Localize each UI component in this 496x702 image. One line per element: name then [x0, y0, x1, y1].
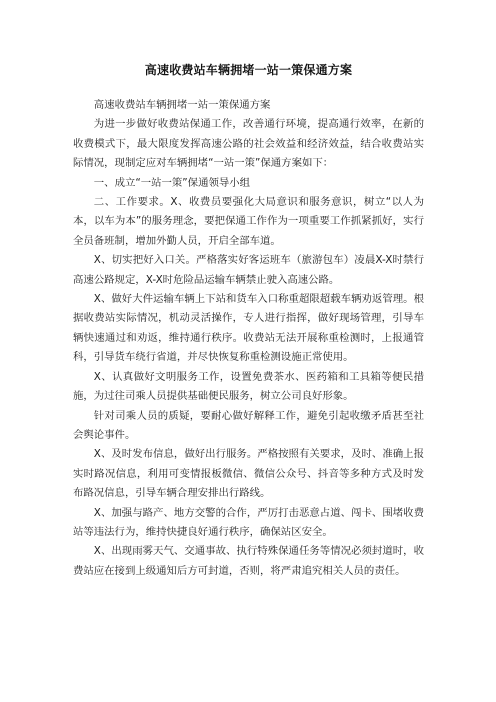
- paragraph-entrance-control: X、切实把好入口关。严格落实好客运班车（旅游包车）凌晨X-X时禁行高速公路规定，X-X时危险品运输车辆禁止驶入高速公路。: [73, 254, 424, 286]
- section-heading-leading-group: 一、成立“一站一策”保通领导小组: [93, 176, 251, 189]
- paragraph-police-cooperation: X、加强与路产、地方交警的合作，严厉打击恶意占道、闯卡、围堵收费站等违法行为，维持快捷良好通行秩序，确保站区安全。: [73, 506, 424, 538]
- paragraph-explanation-work: 针对司乘人员的质疑，要耐心做好解释工作，避免引起收缴矛盾甚至社会舆论事件。: [73, 409, 424, 441]
- paragraph-information-release: X、及时发布信息，做好出行服务。严格按照有关要求，及时、准确上报实时路况信息，利用可变情报板微信、微信公众号、抖音等多种方式及时发布路况信息，引导车辆合理安排出行路线。: [73, 448, 424, 500]
- paragraph-heavy-vehicle-management: X、做好大件运输车辆上下站和货车入口称重超限超载车辆劝返管理。根据收费站实际情况，机动灵活操作，专人进行指挥，做好现场管理，引导车辆快速通过和劝返，维持通行秩序。收费站无法开展称重检测时，上报通管科，引导货车绕行省道，并尽快恢复称重检测设施正常使用。: [73, 293, 424, 364]
- paragraph-heading: 高速收费站车辆拥堵一站一策保通方案: [93, 99, 271, 111]
- document-title: 高速收费站车辆拥堵一站一策保通方案: [144, 63, 353, 77]
- paragraph-road-closure: X、出现雨雾天气、交通事故、执行特殊保通任务等情况必须封道时，收费站应在接到上级通知后方可封道，否则，将严肃追究相关人员的责任。: [73, 545, 424, 577]
- paragraph-intro: 为进一步做好收费站保通工作，改善通行环境，提高通行效率，在新的收费模式下，最大限度发挥高速公路的社会效益和经济效益，结合收费站实际情况，现制定应对车辆拥堵“一站一策”保通方案如下：: [73, 118, 424, 170]
- paragraph-civilized-service: X、认真做好文明服务工作，设置免费茶水、医药箱和工具箱等便民措施，为过往司乘人员提供基础便民服务，树立公司良好形象。: [73, 370, 424, 403]
- document-body: [73, 96, 424, 581]
- section-work-requirements: 二、工作要求。X、收费员要强化大局意识和服务意识，树立“以人为本，以车为本”的服务理念，要把保通工作作为一项重要工作抓紧抓好，实行全员备班制，增加外勤人员，开启全部车道。: [73, 196, 424, 247]
